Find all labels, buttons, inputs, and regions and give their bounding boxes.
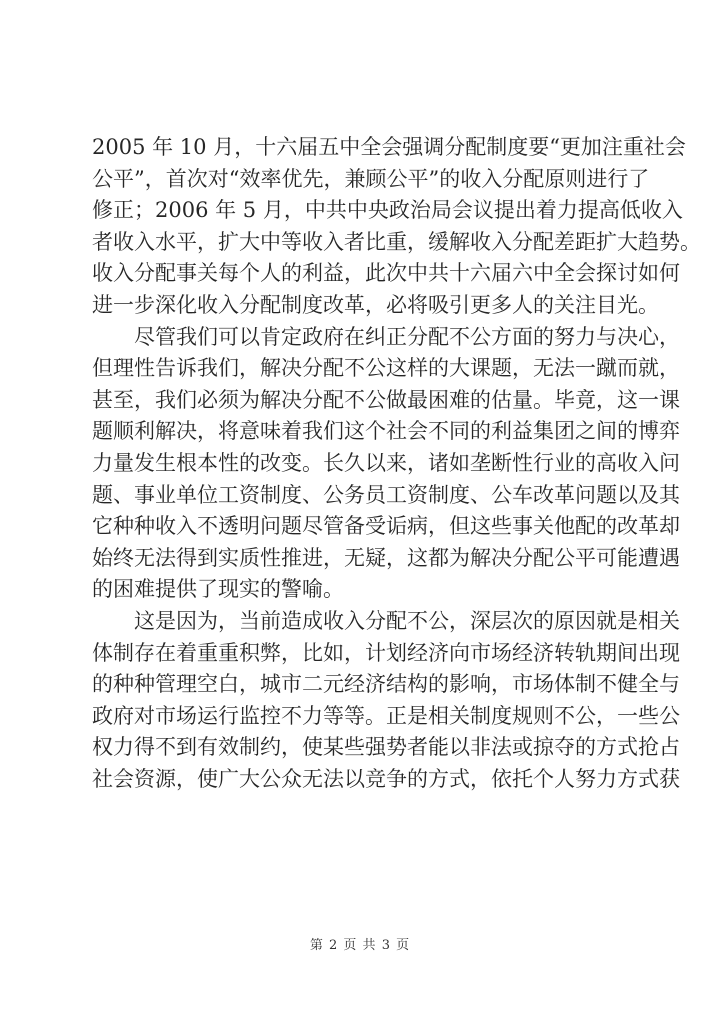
text-line: 社会资源，使广大公众无法以竞争的方式，依托个人努力方式获 xyxy=(92,766,680,791)
text-line: 修正；2006 年 5 月，中共中央政治局会议提出着力提高低收入 xyxy=(92,198,683,223)
page-number-footer: 第 2 页 共 3 页 xyxy=(309,938,411,953)
text-line: 它种种收入不透明问题尽管备受诟病，但这些事关他配的改革却 xyxy=(92,514,680,539)
text-line: 公平”，首次对“效率优先，兼顾公平”的收入分配原则进行了 xyxy=(92,166,650,191)
text-line: 政府对市场运行监控不力等等。正是相关制度规则不公，一些公 xyxy=(92,703,680,728)
text-line: 权力得不到有效制约，使某些强势者能以非法或掠夺的方式抢占 xyxy=(92,735,680,760)
text-line: 收入分配事关每个人的利益，此次中共十六届六中全会探讨如何 xyxy=(92,261,680,286)
text-line: 力量发生根本性的改变。长久以来，诸如垄断性行业的高收入问 xyxy=(92,450,680,475)
text-line: 始终无法得到实质性推进，无疑，这都为解决分配公平可能遭遇 xyxy=(92,545,680,570)
text-line: 的种种管理空白，城市二元经济结构的影响，市场体制不健全与 xyxy=(92,672,680,697)
text-line: 的困难提供了现实的警喻。 xyxy=(92,577,344,602)
text-line: 这是因为，当前造成收入分配不公，深层次的原因就是相关 xyxy=(134,608,680,633)
text-line: 者收入水平，扩大中等收入者比重，缓解收入分配差距扩大趋势。 xyxy=(92,229,701,254)
document-body xyxy=(92,132,701,795)
text-line: 尽管我们可以肯定政府在纠正分配不公方面的努力与决心， xyxy=(134,324,680,349)
text-line: 题、事业单位工资制度、公务员工资制度、公车改革问题以及其 xyxy=(92,482,680,507)
text-line: 题顺利解决，将意味着我们这个社会不同的利益集团之间的博弈 xyxy=(92,419,680,444)
text-line: 2005 年 10 月，十六届五中全会强调分配制度要“更加注重社会 xyxy=(92,135,686,159)
text-line: 甚至，我们必须为解决分配不公做最困难的估量。毕竟，这一课 xyxy=(92,387,680,412)
text-line: 进一步深化收入分配制度改革，必将吸引更多人的关注目光。 xyxy=(92,292,659,317)
text-line: 但理性告诉我们，解决分配不公这样的大课题，无法一蹴而就， xyxy=(92,356,680,381)
text-line: 体制存在着重重积弊，比如，计划经济向市场经济转轨期间出现 xyxy=(92,640,680,665)
